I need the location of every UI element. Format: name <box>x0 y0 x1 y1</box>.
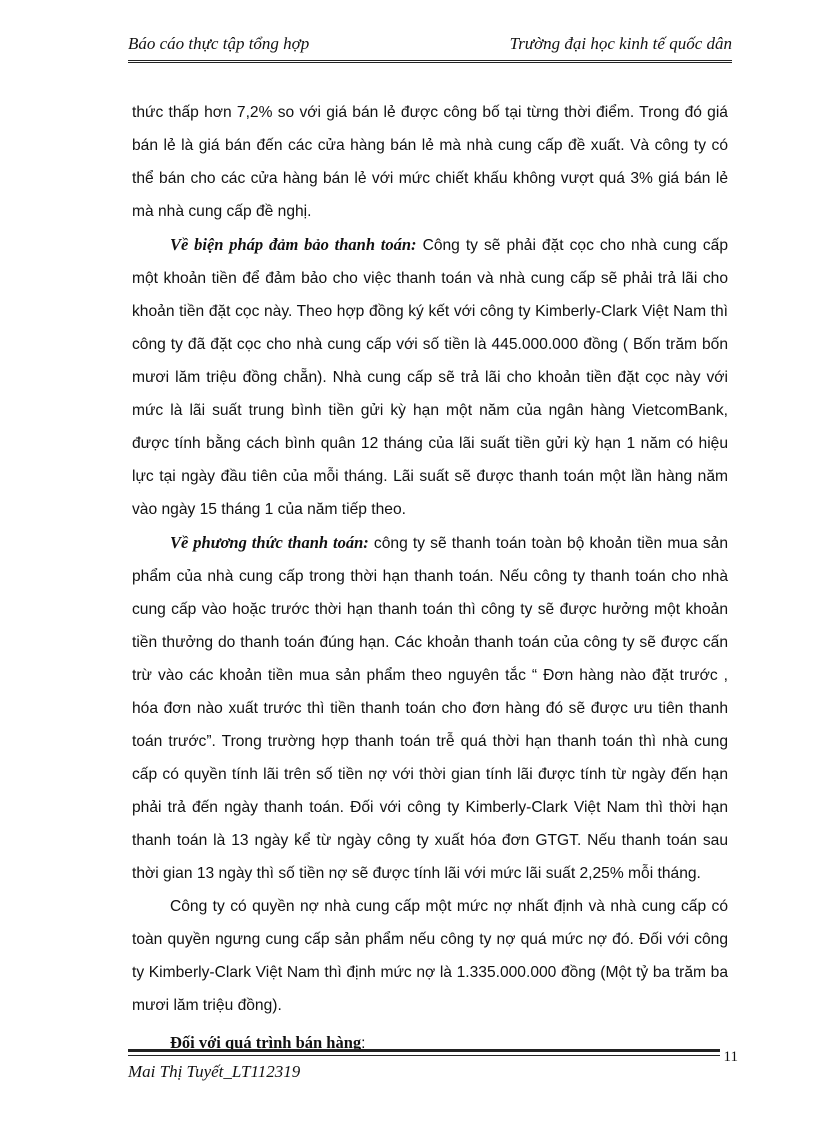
payment-method-body: công ty sẽ thanh toán toàn bộ khoản tiền mua sản phẩm của nhà cung cấp trong thời hạn thanh toán. Nếu công ty thanh toán cho nhà cung cấp vào hoặc trước thời hạn thanh toán thì công ty sẽ được hưởng một khoản tiền thưởng do thanh toán đúng hạn. Các khoản thanh toán của công ty sẽ được cấn trừ vào các khoản tiền mua sản phẩm theo nguyên tắc “ Đơn hàng nào đặt trước , hóa đơn nào xuất trước thì tiền thanh toán cho đơn hàng đó sẽ được ưu tiên thanh toán trước”. Trong trường hợp thanh toán trễ quá thời hạn thanh toán thì nhà cung cấp có quyền tính lãi trên số tiền nợ với thời gian tính lãi được tính từ ngày đến hạn phải trả đến ngày thanh toán. Đối với công ty Kimberly-Clark Việt Nam thì thời hạn thanh toán là 13 ngày kể từ ngày công ty xuất hóa đơn GTGT. Nếu thanh toán sau thời gian 13 ngày thì số tiền nợ sẽ được tính lãi với mức lãi suất 2,25% mỗi tháng. <box>132 535 728 882</box>
header-rule <box>128 60 732 63</box>
header-university: Trường đại học kinh tế quốc dân <box>509 34 732 53</box>
footer-rule-thin <box>128 1055 720 1056</box>
header-report-title: Báo cáo thực tập tổng hợp <box>128 34 310 53</box>
sales-process-heading: Đối với quá trình bán hàng <box>170 1033 362 1052</box>
paragraph-debt-limit: Công ty có quyền nợ nhà cung cấp một mức nợ nhất định và nhà cung cấp có toàn quyền ngưng cung cấp sản phẩm nếu công ty nợ quá mức nợ đó. Đối với công ty Kimberly-Clark Việt Nam thì định mức nợ là 1.335.000.000 đồng (Một tỷ ba trăm ba mươi lăm triệu đồng). <box>132 898 728 1014</box>
body-text <box>132 96 728 1060</box>
footer-rule-thick <box>128 1049 720 1052</box>
payment-method-heading: Về phương thức thanh toán: <box>170 533 369 552</box>
paragraph-payment-method <box>132 526 728 890</box>
sales-process-colon: : <box>361 1035 366 1052</box>
payment-guarantee-heading: Về biện pháp đảm bảo thanh toán: <box>170 235 417 254</box>
page-header <box>128 34 732 60</box>
payment-guarantee-body: Công ty sẽ phải đặt cọc cho nhà cung cấp một khoản tiền để đảm bảo cho việc thanh toán và nhà cung cấp sẽ phải trả lãi cho khoản tiền đặt cọc này. Theo hợp đồng ký kết với công ty Kimberly-Clark Việt Nam thì công ty đã đặt cọc cho nhà cung cấp với số tiền là 445.000.000 đồng ( Bốn trăm bốn mươi lăm triệu đồng chẵn). Nhà cung cấp sẽ trả lãi cho khoản tiền đặt cọc này với mức là lãi suất trung bình tiền gửi kỳ hạn một năm của ngân hàng VietcomBank, được tính bằng cách bình quân 12 tháng của lãi suất tiền gửi kỳ hạn 1 năm có hiệu lực tại ngày đầu tiên của mỗi tháng. Lãi suất sẽ được thanh toán một lần hàng năm vào ngày 15 tháng 1 của năm tiếp theo. <box>132 237 728 518</box>
paragraph-1: thức thấp hơn 7,2% so với giá bán lẻ được công bố tại từng thời điểm. Trong đó giá bán lẻ là giá bán đến các cửa hàng bán lẻ mà nhà cung cấp đề xuất. Và công ty có thể bán cho các cửa hàng bán lẻ với mức chiết khấu không vượt quá 3% giá bán lẻ mà nhà cung cấp đề nghị. <box>132 104 728 220</box>
page-number: 11 <box>723 1049 738 1065</box>
footer-author: Mai Thị Tuyết_LT112319 <box>128 1062 301 1081</box>
paragraph-payment-guarantee <box>132 228 728 526</box>
